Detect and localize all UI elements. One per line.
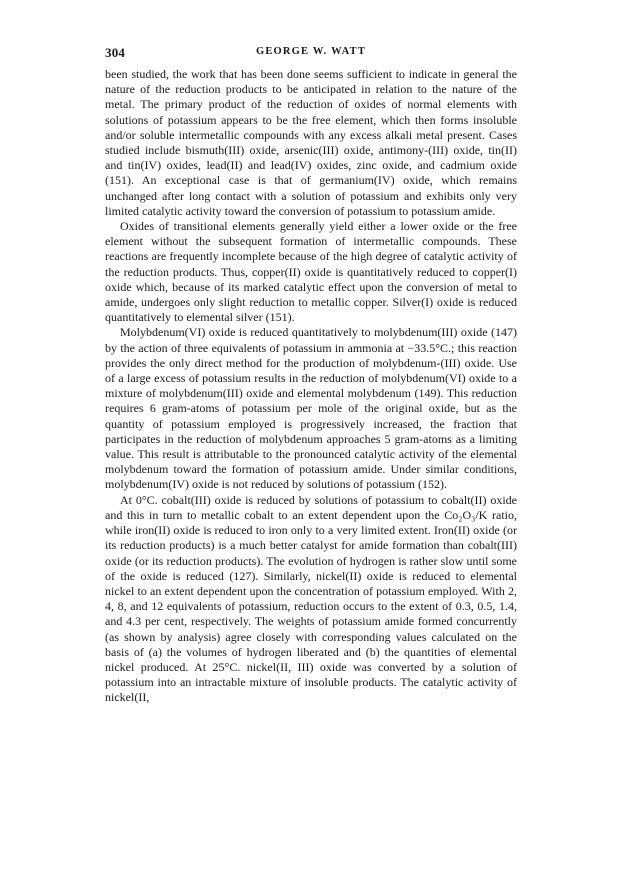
- paragraph-1: been studied, the work that has been done seems sufficient to indicate in general the nature of the reduction products to be anticipated in relation to the nature of the metal. The primary product of the reduction of oxides of normal elements with solutions of potassium appears to be the free element, which then forms insoluble and/or soluble intermetallic compounds with any excess alkali metal present. Cases studied include bismuth(III) oxide, arsenic(III) oxide, antimony-(III) oxide, tin(II) and tin(IV) oxides, lead(II) and lead(IV) oxides, zinc oxide, and cadmium oxide (151). An exceptional case is that of germanium(IV) oxide, which remains unchanged after long contact with a solution of potassium and exhibits only very limited catalytic activity toward the conversion of potassium to potassium amide.: [105, 67, 517, 218]
- page-header: [105, 45, 517, 61]
- page-number: 304: [105, 45, 126, 60]
- paragraph-3: Molybdenum(VI) oxide is reduced quantitatively to molybdenum(III) oxide (147) by the action of three equivalents of potassium in ammonia at −33.5°C.; this reaction provides the only direct method for the production of molybdenum-(III) oxide. Use of a large excess of potassium results in the reduction of molybdenum(VI) oxide to a mixture of molybdenum(III) oxide and elemental molybdenum (149). This reduction requires 6 gram-atoms of potassium per mole of the original oxide, but as the quantity of potassium employed is progressively increased, the fraction that participates in the reduction of molybdenum approaches 5 gram-atoms as a limiting value. This result is attributable to the pronounced catalytic activity of the elemental molybdenum toward the formation of potassium amide. Under similar conditions, molybdenum(IV) oxide is not reduced by solutions of potassium (152).: [105, 325, 517, 492]
- paragraph-2: Oxides of transitional elements generally yield either a lower oxide or the free element without the subsequent formation of intermetallic compounds. These reactions are frequently incomplete because of the high degree of catalytic activity of the reduction products. Thus, copper(II) oxide is quantitatively reduced to copper(I) oxide which, because of its marked catalytic effect upon the conversion of metal to amide, undergoes only slight reduction to metallic copper. Silver(I) oxide is reduced quantitatively to elemental silver (151).: [105, 219, 517, 325]
- body-text: [105, 67, 517, 706]
- paragraph-4: At 0°C. cobalt(III) oxide is reduced by solutions of potassium to cobalt(II) oxide and this in turn to metallic cobalt to an extent dependent upon the Co₂O₃/K ratio, while iron(II) oxide is reduced to iron only to a very limited extent. Iron(II) oxide (or its reduction products) is a much better catalyst for amide formation than cobalt(III) oxide (or its reduction products). The evolution of hydrogen is rather slow until some of the oxide is reduced (127). Similarly, nickel(II) oxide is reduced to elemental nickel to an extent dependent upon the concentration of potassium employed. With 2, 4, 8, and 12 equivalents of potassium, reduction occurs to the extent of 0.3, 0.5, 1.4, and 4.3 per cent, respectively. The weights of potassium amide formed concurrently (as shown by analysis) agree closely with corresponding values calculated on the basis of (a) the volumes of hydrogen liberated and (b) the quantities of elemental nickel produced. At 25°C. nickel(II, III) oxide was converted by a solution of potassium into an intractable mixture of insoluble products. The catalytic activity of nickel(II,: [105, 492, 517, 705]
- running-head: GEORGE W. WATT: [255, 46, 367, 57]
